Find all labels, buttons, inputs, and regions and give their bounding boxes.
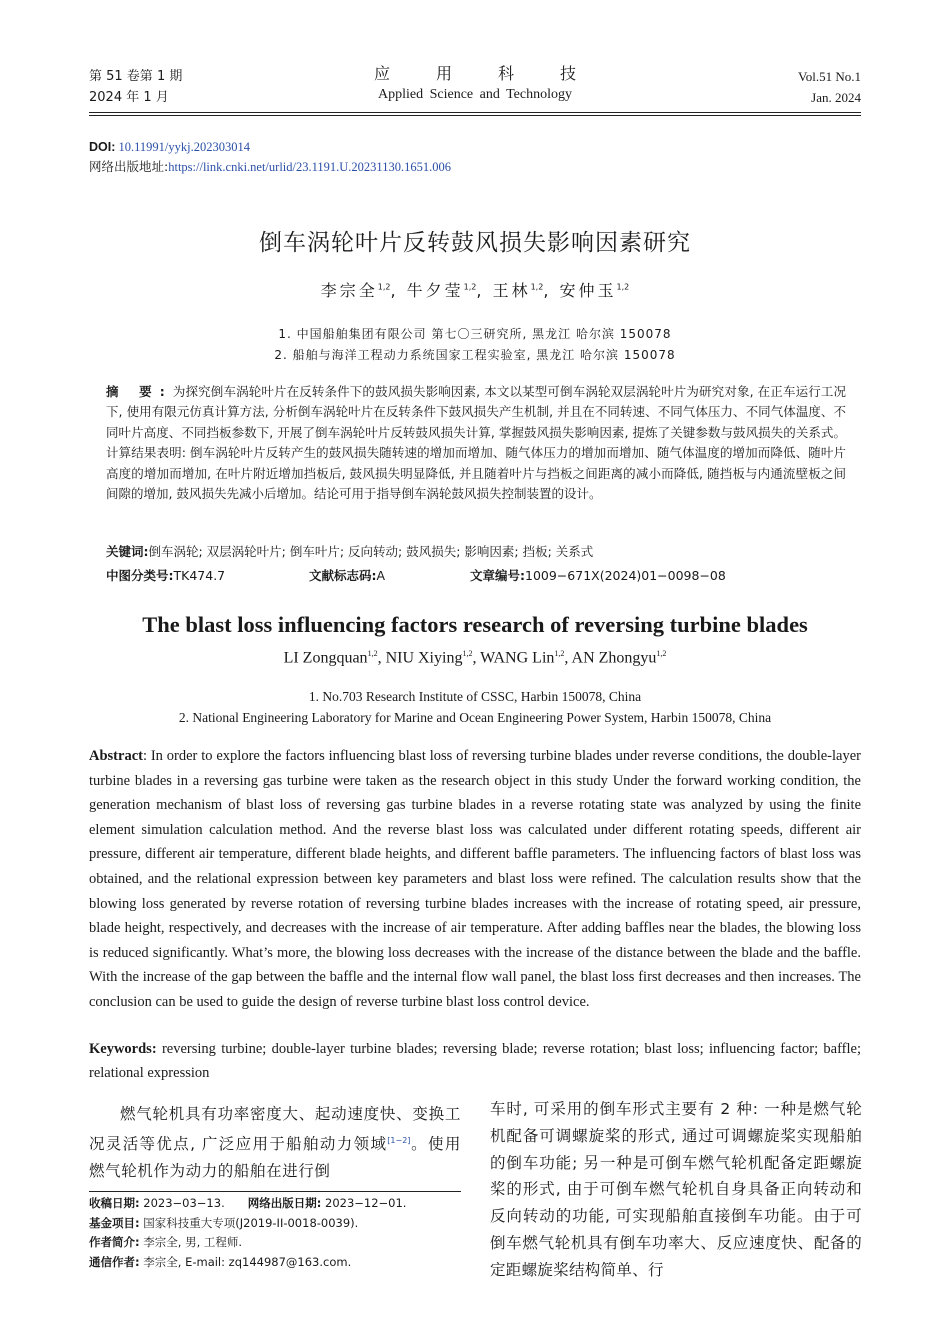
clc-number [106, 566, 225, 584]
journal-name-en: Applied Science and Technology [378, 87, 572, 102]
funding-label: 基金项目: [89, 1215, 140, 1230]
keywords-cn-label: 关键词: [106, 544, 149, 559]
header-vol-en: Vol.51 No.1 [798, 69, 861, 84]
abstract-cn-text: 为探究倒车涡轮叶片在反转条件下的鼓风损失影响因素, 本文以某型可倒车涡轮双层涡轮叶片为研究对象, 在正车运行工况下, 使用有限元仿真计算方法, 分析倒车涡轮叶片在反转条件下鼓风损失产生机制, 并且在不同转速、不同气体压力、不同气体温度、不同叶片高度、不同挡板参数下, 开展了倒车涡轮叶片反转鼓风损失计算, 掌握鼓风损失影响因素, 提炼了关键参数与鼓风损失的关系式。计算结果表明: 倒车涡轮叶片反转产生的鼓风损失随转速的增加而增加、随气体压力的增加而增加、随气体温度的增加而降低、随叶片高度的增加而增加, 在叶片附近增加挡板后, 鼓风损失明显降低, 并且随着叶片与挡板之间距离的减小而降低, 随挡板与内通流壁板之间间隙的增加, 鼓风损失先减小后增加。结论可用于指导倒车涡轮鼓风损失控制装置的设计。 [106, 384, 846, 502]
received-date: 2023−03−13. [139, 1196, 248, 1210]
footnote-corresponding [89, 1253, 461, 1273]
author-cn: 王林 [492, 281, 531, 300]
keywords-en-label: Keywords: [89, 1041, 157, 1057]
title-cn: 倒车涡轮叶片反转鼓风损失影响因素研究 [259, 230, 691, 256]
affiliation-en-1: 1. No.703 Research Institute of CSSC, Harbin 150078, China [308, 689, 642, 704]
authors-cn [0, 278, 950, 301]
header-date-cn: 2024 年 1 月 [89, 90, 169, 105]
author-sep: , [476, 281, 493, 300]
abstract-en-text: : In order to explore the factors influencing blast loss of reversing turbine blades under reverse conditions, the double-layer turbine blades in a reversing gas turbine were taken as the research object in this study Under the forward working condition, the generation mechanism of blast loss of reversing gas turbine blades in a reverse rotating state was analyzed by using the finite element simulation calculation method. And the reverse blast loss was calculated under different rotating speeds, different air pressure, different air temperature, different blade heights, and different baffle parameters. The influencing factors of blast loss was obtained, and the relational expression between key parameters and blast loss were refined. The calculation results show that the blowing loss generated by reverse rotation of reversing turbine blades increases with the increase of rotating speed, air pressure, blade height, respectively, and decreases with the increase of air temperature. After adding baffles near the blades, the blowing loss is reduced significantly. What’s more, the blowing loss decreases with the increase of the distance between the blade and the baffle. With the increase of the gap between the baffle and the internal flow wall panel, the blast loss first decreases and then increases. The conclusion can be used to guide the design of reverse turbine blast loss control device. [89, 748, 861, 1010]
title-en: The blast loss influencing factors research of reversing turbine blades [142, 612, 808, 637]
affiliation-cn-2: 2. 船舶与海洋工程动力系统国家工程实验室, 黑龙江 哈尔滨 150078 [274, 348, 676, 362]
author-sup: 1,2 [463, 282, 477, 292]
footnote-author-bio [89, 1233, 461, 1253]
journal-name-cn: 应用科技 [373, 64, 622, 83]
citation-link[interactable]: [1−2] [387, 1135, 411, 1145]
bio-label: 作者简介: [89, 1235, 140, 1250]
clc-label: 中图分类号: [106, 568, 174, 583]
bio-text: 李宗全, 男, 工程师. [139, 1235, 243, 1250]
affiliation-cn-1: 1. 中国船舶集团有限公司 第七〇三研究所, 黑龙江 哈尔滨 150078 [278, 327, 672, 341]
art-label: 文章编号: [470, 568, 525, 583]
abstract-en-label: Abstract [89, 748, 143, 764]
keywords-en-text: reversing turbine; double-layer turbine blades; reversing blade; reverse rotation; blast loss; influencing factor; baffle; relational expression [89, 1041, 861, 1081]
doi-block [89, 137, 451, 177]
keywords-en [89, 1037, 861, 1085]
body-column-right: 车时, 可采用的倒车形式主要有 2 种: 一种是燃气轮机配备可调螺旋桨的形式, 通过可调螺旋桨实现船舶的倒车功能; 另一种是可倒车燃气轮机配备定距螺旋桨的形式, 由于可倒车燃气轮机自身具备正向转动和反向转动的功能, 可实现船舶直接倒车功能。由于可倒车燃气轮机具有倒车功率大、反应速度快、配备的定距螺旋桨结构简单、行 [490, 1100, 862, 1279]
author-en: NIU Xiying [385, 649, 463, 667]
author-en: AN Zhongyu [571, 649, 657, 667]
author-sep: , [564, 649, 572, 667]
received-label: 收稿日期: [89, 1196, 140, 1210]
author-sep: , [377, 649, 386, 667]
author-cn: 李宗全 [320, 281, 378, 300]
body-column-left [89, 1101, 461, 1185]
authors-en [0, 649, 950, 667]
author-cn: 安仲玉 [559, 281, 617, 300]
abstract-en [89, 744, 861, 1015]
author-en: WANG Lin [480, 649, 555, 667]
online-date: 2023−12−01. [321, 1196, 407, 1210]
affiliation-en-2: 2. National Engineering Laboratory for Marine and Ocean Engineering Power System, Harbin 150078, China [178, 710, 772, 725]
author-sup: 1,2 [367, 649, 378, 658]
art-value: 1009−671X(2024)01−0098−08 [525, 568, 726, 583]
author-sep: , [472, 649, 481, 667]
header-volume-cn [89, 66, 182, 108]
online-line [89, 157, 451, 177]
online-url-link[interactable]: https://link.cnki.net/urlid/23.1191.U.20231130.1651.006 [168, 160, 451, 174]
header-date-en: Jan. 2024 [811, 90, 861, 105]
author-sup: 1,2 [656, 649, 667, 658]
author-sep: , [543, 281, 560, 300]
doi-line [89, 137, 451, 157]
author-sup: 1,2 [616, 282, 630, 292]
footnote-rule [89, 1191, 461, 1192]
doi-link[interactable]: 10.11991/yykj.202303014 [118, 140, 250, 154]
clc-value: TK474.7 [173, 568, 226, 583]
author-cn: 牛夕莹 [406, 281, 464, 300]
doc-value: A [376, 568, 386, 583]
author-en: LI Zongquan [283, 649, 368, 667]
document-code [309, 566, 385, 584]
keywords-cn-text: 倒车涡轮; 双层涡轮叶片; 倒车叶片; 反向转动; 鼓风损失; 影响因素; 挡板; 关系式 [148, 544, 594, 559]
online-label: 网络出版地址: [89, 159, 169, 174]
body-left-text-cont: 。使用燃气轮机作为动力的船舶在进行倒 [89, 1134, 461, 1180]
author-sup: 1,2 [377, 282, 391, 292]
header-journal [300, 64, 650, 106]
header-volume-en [798, 66, 861, 108]
footnote-received [89, 1194, 461, 1214]
author-sup: 1,2 [554, 649, 565, 658]
body-left-text: 燃气轮机具有功率密度大、起动速度快、变换工况灵活等优点, 广泛应用于船舶动力领域 [89, 1105, 461, 1153]
footnotes [89, 1194, 461, 1273]
abstract-cn [106, 382, 846, 504]
header-vol-cn: 第 51 卷第 1 期 [89, 69, 183, 84]
abstract-cn-label: 摘 要: [106, 384, 173, 399]
corresponding-label: 通信作者: [89, 1255, 140, 1270]
author-sup: 1,2 [530, 282, 544, 292]
author-sep: , [390, 281, 407, 300]
doi-label: DOI: [89, 140, 116, 154]
keywords-cn [106, 542, 593, 560]
header-rule [89, 112, 861, 113]
header-rule-thin [89, 115, 861, 116]
doc-label: 文献标志码: [309, 568, 377, 583]
online-date-label: 网络出版日期: [247, 1196, 322, 1210]
corresponding-text: 李宗全, E-mail: zq144987@163.com. [139, 1255, 352, 1270]
footnote-funding [89, 1214, 461, 1234]
author-sup: 1,2 [462, 649, 473, 658]
funding-text: 国家科技重大专项(J2019-II-0018-0039). [139, 1215, 359, 1230]
article-number [470, 566, 726, 584]
